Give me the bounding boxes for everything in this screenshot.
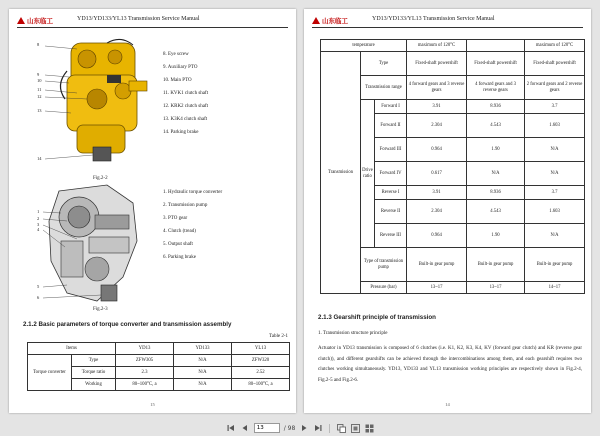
parts-list-a — [163, 48, 208, 139]
table-cell: ZFW320 — [232, 355, 290, 367]
table-cell: 4.543 — [467, 200, 525, 224]
callout-label: 12 — [37, 94, 42, 99]
parameters-table — [27, 342, 290, 391]
callout-label: 5 — [37, 284, 40, 289]
page-header — [17, 15, 288, 28]
part-item: 2. Transmission pump — [163, 203, 208, 208]
table-cell: 4 forward gears and 3 reverse gears — [407, 76, 467, 100]
part-item: 6. Parking brake — [163, 255, 196, 260]
table-cell: Built-in gear pump — [407, 248, 467, 282]
viewer-toolbar — [0, 420, 600, 436]
table-cell: maximum of 120°C — [407, 40, 467, 52]
part-item: 5. Output shaft — [163, 242, 193, 247]
logo-triangle-icon — [17, 17, 25, 24]
copy-icon[interactable] — [336, 423, 346, 433]
table-cell: Reverse III — [375, 224, 407, 248]
table-cell: Forward I — [375, 100, 407, 114]
table-cell: N/A — [525, 138, 585, 162]
table-cell: Type — [72, 355, 116, 367]
table-cell: Transmission range — [361, 76, 407, 100]
page-header — [312, 15, 583, 28]
table-cell: ZFW305 — [116, 355, 174, 367]
table-row — [321, 40, 585, 52]
parts-list-b — [163, 186, 222, 264]
table-cell: Fixed-shaft powershift — [525, 52, 585, 76]
table-row — [321, 248, 585, 282]
table-row — [321, 52, 585, 76]
header-title: YD13/YD133/YL13 Transmission Service Manual — [372, 16, 495, 22]
table-header-cell: YD133 — [174, 343, 232, 355]
table-cell: 1.90 — [467, 138, 525, 162]
table-cell: 1.90 — [467, 224, 525, 248]
table-cell: Torque ratio — [72, 367, 116, 379]
table-cell: 3.7 — [525, 100, 585, 114]
table-cell: 80~100°C, a — [116, 379, 174, 391]
table-cell: 13~17 — [467, 282, 525, 294]
callout-label: 10 — [37, 78, 42, 83]
transmission-cutaway-figure — [37, 181, 157, 309]
table-cell: N/A — [525, 224, 585, 248]
table-cell: N/A — [467, 162, 525, 186]
page-number: 14 — [445, 402, 450, 407]
header-title: YD13/YD133/YL13 Transmission Service Manual — [77, 16, 200, 22]
table-cell: Built-in gear pump — [467, 248, 525, 282]
left-page — [9, 9, 296, 413]
first-page-icon[interactable] — [226, 423, 236, 433]
table-cell: 3.91 — [407, 186, 467, 200]
brand-logo — [312, 16, 348, 25]
figure-caption: Fig.2-2 — [93, 176, 108, 181]
table-cell: 1.603 — [525, 200, 585, 224]
part-item: 3. PTO gear — [163, 216, 188, 221]
table-cell: Fixed-shaft powershift — [467, 52, 525, 76]
table-row — [28, 355, 290, 367]
table-cell: Fixed-shaft powershift — [407, 52, 467, 76]
table-row — [321, 76, 585, 100]
part-item: 13. K3K4 clutch shaft — [163, 117, 208, 122]
table-cell: Reverse I — [375, 186, 407, 200]
table-cell: Type of transmission pump — [361, 248, 407, 282]
table-row — [321, 282, 585, 294]
part-item: 8. Eye screw — [163, 52, 189, 57]
section-heading: 2.1.3 Gearshift principle of transmission — [318, 314, 436, 321]
table-cell: 2 forward gears and 2 reverse gears — [525, 76, 585, 100]
callout-label: 13 — [37, 108, 42, 113]
table-cell: 3.7 — [525, 186, 585, 200]
callout-label: 3 — [37, 222, 40, 227]
callout-label: 2 — [37, 216, 40, 221]
table-cell — [467, 40, 525, 52]
table-row — [28, 343, 290, 355]
part-item: 1. Hydraulic torque converter — [163, 190, 223, 195]
table-header-cell: YL13 — [232, 343, 290, 355]
table-cell: 2.52 — [232, 367, 290, 379]
transmission-exterior-drawing — [37, 35, 157, 167]
table-cell: 13~17 — [407, 282, 467, 294]
prev-page-icon[interactable] — [240, 423, 250, 433]
table-cell: N/A — [174, 379, 232, 391]
transmission-cutaway-drawing — [37, 181, 157, 309]
part-item: 4. Clutch (tread) — [163, 229, 196, 234]
table-cell: Forward III — [375, 138, 407, 162]
table-cell: 8.936 — [467, 186, 525, 200]
next-page-icon[interactable] — [299, 423, 309, 433]
table-group-cell: Torque converter — [28, 355, 72, 391]
table-cell: 2.304 — [407, 114, 467, 138]
table-header-cell: Items — [28, 343, 116, 355]
callout-label: 4 — [37, 227, 40, 232]
body-paragraph: Actuator in YD13 transmission is composed of 6 clutches (i.e. K1, K2, K3, K4, KV (forward gear clutch) and KR (reverse gear clutch)), and different gearshifts can be achieved through the intercombinations among them, and each gearshift requires two clutches working simultaneously. YD13, YD133 and YL13 transmission working principles are respectively shown in Fig.2-4, Fig.2-5 and Fig.2-6. — [318, 346, 582, 383]
brand-logo — [17, 16, 53, 25]
table-label: Table 2-1 — [269, 334, 288, 339]
table-cell: 4.543 — [467, 114, 525, 138]
table-cell: Forward II — [375, 114, 407, 138]
table-cell: Forward IV — [375, 162, 407, 186]
part-item: 9. Auxiliary PTO — [163, 65, 198, 70]
logo-text: 山东临工 — [27, 17, 53, 25]
total-pages-label: / 98 — [283, 424, 296, 432]
callout-label: 8 — [37, 42, 40, 47]
table-cell: temperature — [321, 40, 407, 52]
table-cell: 0.617 — [407, 162, 467, 186]
subheading: 1. Transmission structure principle — [318, 331, 388, 336]
part-item: 10. Main PTO — [163, 78, 192, 83]
table-cell: N/A — [174, 367, 232, 379]
table-cell: Working — [72, 379, 116, 391]
logo-text: 山东临工 — [322, 17, 348, 25]
table-header-cell: YD13 — [116, 343, 174, 355]
part-item: 14. Parking brake — [163, 130, 199, 135]
part-item: 11. KVK1 clutch shaft — [163, 91, 209, 96]
table-cell: Drive ratio — [361, 100, 375, 248]
callout-label: 14 — [37, 156, 42, 161]
table-cell: Built-in gear pump — [525, 248, 585, 282]
page-number: 15 — [150, 402, 155, 407]
table-cell: Reverse II — [375, 200, 407, 224]
table-cell: N/A — [525, 162, 585, 186]
transmission-exterior-figure — [37, 35, 157, 167]
table-cell: Type — [361, 52, 407, 76]
logo-triangle-icon — [312, 17, 320, 24]
page-number-input[interactable] — [254, 423, 280, 433]
table-cell: 0.964 — [407, 138, 467, 162]
right-page — [304, 9, 591, 413]
table-cell: N/A — [174, 355, 232, 367]
callout-label: 6 — [37, 295, 40, 300]
table-cell: 2.3 — [116, 367, 174, 379]
table-cell: 3.91 — [407, 100, 467, 114]
last-page-icon[interactable] — [313, 423, 323, 433]
section-heading: 2.1.2 Basic parameters of torque converter and transmission assembly — [23, 321, 232, 328]
table-cell: 0.964 — [407, 224, 467, 248]
transmission-parameters-table — [320, 39, 585, 294]
table-cell: 2.304 — [407, 200, 467, 224]
table-cell: 14~17 — [525, 282, 585, 294]
table-cell: 80~100°C, a — [232, 379, 290, 391]
part-item: 12. KRK2 clutch shaft — [163, 104, 208, 109]
table-cell: Pressure (bar) — [361, 282, 407, 294]
table-row — [321, 100, 585, 114]
toolbar-separator — [329, 424, 330, 433]
table-cell: 4 forward gears and 3 reverse gears — [467, 76, 525, 100]
callout-label: 11 — [37, 87, 42, 92]
callout-label: 9 — [37, 72, 40, 77]
table-cell: 8.936 — [467, 100, 525, 114]
table-cell: 1.603 — [525, 114, 585, 138]
grid-icon[interactable] — [364, 423, 374, 433]
table-group-cell: Transmission — [321, 52, 361, 294]
fit-icon[interactable] — [350, 423, 360, 433]
table-cell: maximum of 120°C — [525, 40, 585, 52]
callout-label: 1 — [37, 209, 40, 214]
figure-caption: Fig.2-3 — [93, 307, 108, 312]
